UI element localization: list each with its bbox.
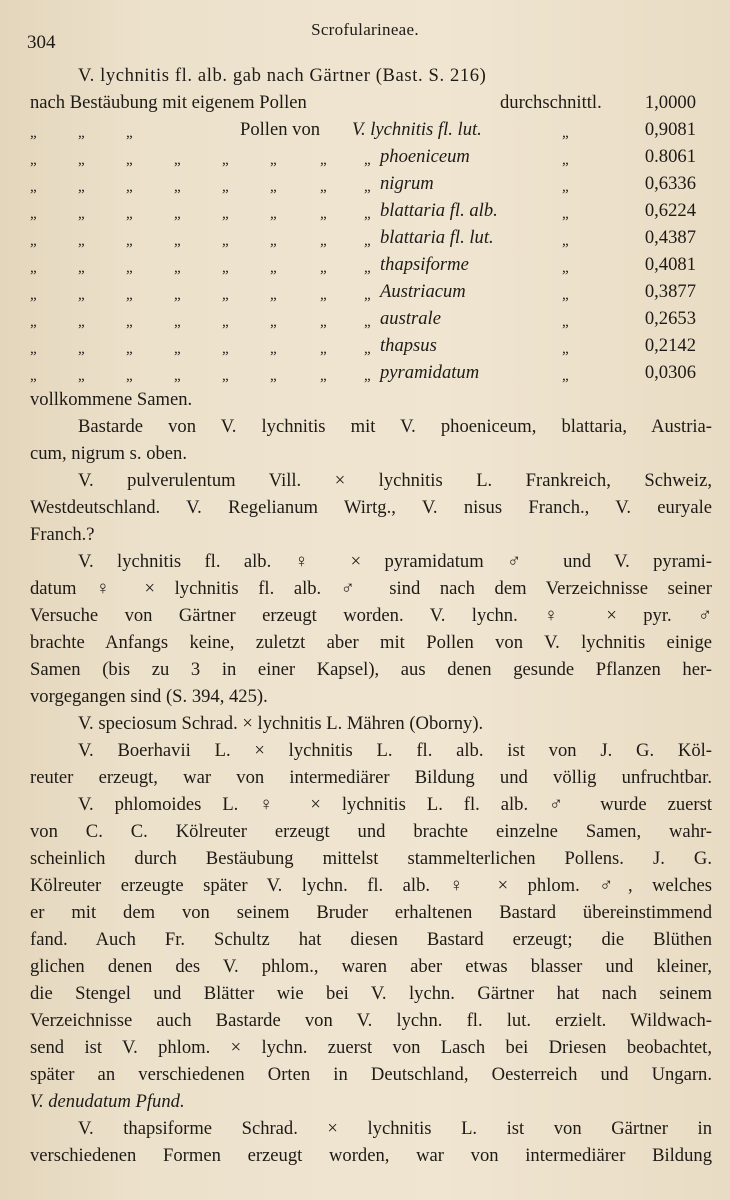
ditto-mark: „ <box>270 260 277 276</box>
p5-line-1: V. Boerhavii L. × lychnitis L. fl. alb. ist von J. G. Köl- <box>78 740 712 761</box>
ditto-mark: „ <box>174 314 181 330</box>
p6-line-12: V. denudatum Pfund. <box>30 1091 185 1112</box>
ditto-mark: „ <box>126 314 133 330</box>
ditto-mark: „ <box>222 314 229 330</box>
ditto-mark: „ <box>174 260 181 276</box>
running-title: Scrofularineae. <box>311 20 419 39</box>
table-row <box>30 116 712 143</box>
intro-line-2-value: 1,0000 <box>644 92 696 113</box>
ditto-mark: „ <box>126 152 133 168</box>
row-label: Austriacum <box>380 281 466 302</box>
p6-line-4: Kölreuter erzeugte später V. lychn. fl. alb. ♀ × phlom. ♂, welches <box>30 875 712 896</box>
ditto-mark: „ <box>174 179 181 195</box>
ditto-mark: „ <box>30 341 37 357</box>
ditto-mark: „ <box>30 152 37 168</box>
table-row <box>30 224 712 251</box>
ditto-mark: „ <box>126 233 133 249</box>
ditto-mark: „ <box>364 260 371 276</box>
row-label: phoeniceum <box>380 146 470 167</box>
ditto-mark: „ <box>320 206 327 222</box>
row-label: australe <box>380 308 441 329</box>
p6-line-6: fand. Auch Fr. Schultz hat diesen Bastard erzeugt; die Blüthen <box>30 929 712 950</box>
row-value: 0,0306 <box>644 362 696 383</box>
ditto-mark: „ <box>320 152 327 168</box>
ditto-mark: „ <box>174 152 181 168</box>
p6-line-3: scheinlich durch Bestäubung mittelst stammelterlichen Pollens. J. G. <box>30 848 712 869</box>
ditto-mark: „ <box>30 287 37 303</box>
p1-line-2: cum, nigrum s. oben. <box>30 443 187 464</box>
ditto-mark: „ <box>78 287 85 303</box>
ditto-mark: „ <box>270 368 277 384</box>
ditto-mark: „ <box>78 206 85 222</box>
intro-line-1: V. lychnitis fl. alb. gab nach Gärtner (Bast. S. 216) <box>78 65 487 86</box>
ditto-mark: „ <box>30 179 37 195</box>
ditto-mark: „ <box>562 152 569 168</box>
ditto-mark: „ <box>320 314 327 330</box>
ditto-mark: „ <box>562 341 569 357</box>
ditto-mark: „ <box>364 179 371 195</box>
p7-line-1: V. thapsiforme Schrad. × lychnitis L. ist von Gärtner in <box>78 1118 712 1139</box>
ditto-mark: „ <box>222 260 229 276</box>
ditto-mark: „ <box>562 233 569 249</box>
intro-line-2-text: nach Bestäubung mit eigenem Pollen <box>30 92 307 113</box>
ditto-mark: „ <box>320 233 327 249</box>
p3-line-4: brachte Anfangs keine, zuletzt aber mit Pollen von V. lychnitis einige <box>30 632 712 653</box>
ditto-mark: „ <box>126 179 133 195</box>
ditto-mark: „ <box>30 125 37 141</box>
row-value: 0,9081 <box>644 119 696 140</box>
p3-line-2: datum ♀ × lychnitis fl. alb. ♂ sind nach dem Verzeichnisse seiner <box>30 578 712 599</box>
ditto-mark: „ <box>222 368 229 384</box>
ditto-mark: „ <box>78 341 85 357</box>
ditto-mark: „ <box>562 314 569 330</box>
ditto-mark: „ <box>126 368 133 384</box>
ditto-mark: „ <box>78 179 85 195</box>
row-value: 0,6224 <box>644 200 696 221</box>
ditto-mark: „ <box>562 260 569 276</box>
ditto-mark: „ <box>364 287 371 303</box>
ditto-mark: „ <box>222 287 229 303</box>
table-row <box>30 197 712 224</box>
ditto-mark: „ <box>78 314 85 330</box>
ditto-mark: „ <box>126 260 133 276</box>
ditto-mark: „ <box>270 287 277 303</box>
ditto-mark: „ <box>174 341 181 357</box>
p3-line-3: Versuche von Gärtner erzeugt worden. V. lychn. ♀ × pyr. ♂ <box>30 605 712 626</box>
row-label: V. lychnitis fl. lut. <box>352 119 482 140</box>
ditto-mark: „ <box>320 341 327 357</box>
row-label: blattaria fl. alb. <box>380 200 498 221</box>
row-value: 0.8061 <box>644 146 696 167</box>
ditto-mark: „ <box>126 287 133 303</box>
p1-line-1: Bastarde von V. lychnitis mit V. phoeniceum, blattaria, Austria- <box>78 416 712 437</box>
ditto-mark: „ <box>364 206 371 222</box>
ditto-mark: „ <box>562 125 569 141</box>
table-row <box>30 251 712 278</box>
p6-line-9: Verzeichnisse auch Bastarde von V. lychn. fl. lut. erzielt. Wildwach- <box>30 1010 712 1031</box>
ditto-mark: „ <box>222 179 229 195</box>
row-label: thapsiforme <box>380 254 469 275</box>
p4-line-1: V. speciosum Schrad. × lychnitis L. Mähren (Oborny). <box>78 713 484 734</box>
p6-line-8: die Stengel und Blätter wie bei V. lychn. Gärtner hat nach seinem <box>30 983 712 1004</box>
row-label: pyramidatum <box>380 362 480 383</box>
p2-line-3: Franch.? <box>30 524 95 545</box>
ditto-mark: „ <box>126 341 133 357</box>
ditto-mark: „ <box>126 125 133 141</box>
ditto-mark: „ <box>562 368 569 384</box>
intro-line-2 <box>30 89 712 116</box>
ditto-mark: „ <box>270 152 277 168</box>
ditto-mark: „ <box>320 260 327 276</box>
p6-line-2: von C. C. Kölreuter erzeugt und brachte einzelne Samen, wahr- <box>30 821 712 842</box>
ditto-mark: „ <box>270 341 277 357</box>
ditto-mark: „ <box>222 341 229 357</box>
table-row <box>30 278 712 305</box>
ditto-mark: „ <box>364 314 371 330</box>
ditto-mark: „ <box>364 152 371 168</box>
p6-line-10: send ist V. phlom. × lychn. zuerst von Lasch bei Driesen beobachtet, <box>30 1037 712 1058</box>
ditto-mark: „ <box>270 233 277 249</box>
table-row <box>30 143 712 170</box>
table-row <box>30 170 712 197</box>
ditto-mark: „ <box>562 287 569 303</box>
p6-line-1: V. phlomoides L. ♀ × lychnitis L. fl. alb. ♂ wurde zuerst <box>78 794 712 815</box>
ditto-mark: „ <box>30 368 37 384</box>
p2-line-1: V. pulverulentum Vill. × lychnitis L. Frankreich, Schweiz, <box>78 470 712 491</box>
ditto-mark: „ <box>222 233 229 249</box>
ditto-mark: „ <box>78 125 85 141</box>
ditto-mark: „ <box>174 287 181 303</box>
row-label: blattaria fl. lut. <box>380 227 494 248</box>
ditto-mark: „ <box>30 314 37 330</box>
row-value: 0,2142 <box>644 335 696 356</box>
ditto-mark: „ <box>222 206 229 222</box>
row-value: 0,3877 <box>644 281 696 302</box>
table-footer: vollkommene Samen. <box>30 389 193 410</box>
row-label: thapsus <box>380 335 437 356</box>
table-row <box>30 359 712 386</box>
ditto-mark: „ <box>320 287 327 303</box>
p6-line-5: er mit dem von seinem Bruder erhaltenen Bastard übereinstimmend <box>30 902 712 923</box>
page-header <box>0 12 730 52</box>
ditto-mark: „ <box>78 152 85 168</box>
ditto-mark: „ <box>78 260 85 276</box>
ditto-mark: „ <box>270 206 277 222</box>
ditto-mark: „ <box>562 179 569 195</box>
ditto-mark: „ <box>270 314 277 330</box>
ditto-mark: „ <box>364 341 371 357</box>
intro-line-2-mid: durchschnittl. <box>500 92 602 113</box>
ditto-mark: „ <box>174 233 181 249</box>
p2-line-2: Westdeutschland. V. Regelianum Wirtg., V. nisus Franch., V. euryale <box>30 497 712 518</box>
ditto-mark: „ <box>78 368 85 384</box>
ditto-mark: „ <box>30 233 37 249</box>
row-label: nigrum <box>380 173 434 194</box>
page-number: 304 <box>27 32 56 53</box>
ditto-mark: „ <box>364 368 371 384</box>
page-content <box>30 62 712 1169</box>
pollen-von-label: Pollen von <box>240 119 321 140</box>
p6-line-11: später an verschiedenen Orten in Deutschland, Oesterreich und Ungarn. <box>30 1064 712 1085</box>
ditto-mark: „ <box>78 233 85 249</box>
pollen-table <box>30 116 712 386</box>
p3-line-6: vorgegangen sind (S. 394, 425). <box>30 686 268 707</box>
p6-line-7: glichen denen des V. phlom., waren aber etwas blasser und kleiner, <box>30 956 712 977</box>
ditto-mark: „ <box>320 179 327 195</box>
row-value: 0,4387 <box>644 227 696 248</box>
ditto-mark: „ <box>30 260 37 276</box>
ditto-mark: „ <box>320 368 327 384</box>
ditto-mark: „ <box>364 233 371 249</box>
ditto-mark: „ <box>30 206 37 222</box>
row-value: 0,6336 <box>644 173 696 194</box>
ditto-mark: „ <box>222 152 229 168</box>
p7-line-2: verschiedenen Formen erzeugt worden, war von intermediärer Bildung <box>30 1145 712 1166</box>
row-value: 0,2653 <box>644 308 696 329</box>
row-value: 0,4081 <box>644 254 696 275</box>
table-row <box>30 305 712 332</box>
table-row <box>30 332 712 359</box>
ditto-mark: „ <box>562 206 569 222</box>
ditto-mark: „ <box>174 368 181 384</box>
ditto-mark: „ <box>174 206 181 222</box>
p5-line-2: reuter erzeugt, war von intermediärer Bildung und völlig unfruchtbar. <box>30 767 712 788</box>
p3-line-1: V. lychnitis fl. alb. ♀ × pyramidatum ♂ und V. pyrami- <box>78 551 712 572</box>
p3-line-5: Samen (bis zu 3 in einer Kapsel), aus denen gesunde Pflanzen her- <box>30 659 712 680</box>
ditto-mark: „ <box>270 179 277 195</box>
ditto-mark: „ <box>126 206 133 222</box>
